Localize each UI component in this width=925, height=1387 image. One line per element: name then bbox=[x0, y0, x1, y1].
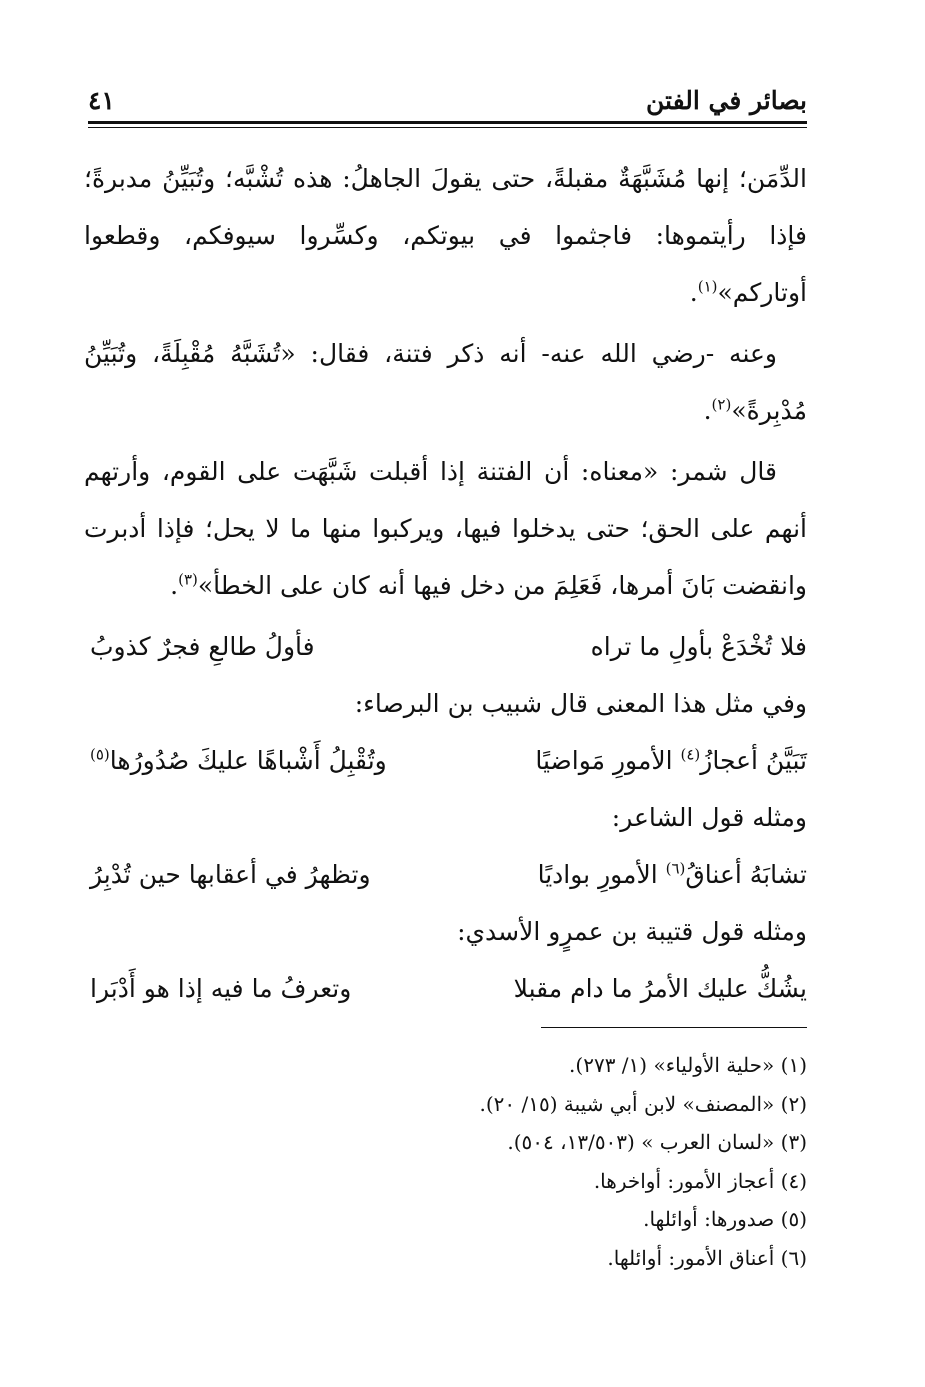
verse-intro-2: وفي مثل هذا المعنى قال شبيب بن البرصاء: bbox=[354, 689, 807, 718]
footnote-2: (٢) «المصنف» لابن أبي شيبة (١٥/ ٢٠). bbox=[479, 1091, 807, 1116]
footnote-ref-4: (٤) bbox=[680, 745, 701, 764]
verse-2-first-rest: الأمورِ مَواضيًا bbox=[535, 746, 681, 775]
footnote-4: (٤) أعجاز الأمور: أواخرها. bbox=[593, 1168, 807, 1193]
paragraph-2: وعنه -رضي الله عنه- أنه ذكر فتنة، فقال: «تُشَبَّهُ مُقْبِلَةً، وتُبَيِّنُ مُدْبِرةً»$^{(٢)}$. bbox=[84, 339, 807, 425]
paragraph-3: قال شمر: «معناه: أن الفتنة إذا أقبلت شَبَّهَت على القوم، وأرتهم أنهم على الحق؛ حتى يدخلوا فيها، ويركبوا منها ما لا يحل؛ فإذا أدبرت وانقضت بَانَ أمرها، فَعَلِمَ من دخل فيها أنه كان على الخطأ»$^{(٣)}$. bbox=[84, 457, 807, 600]
paragraph-2-text: وعنه -رضي الله عنه- أنه ذكر فتنة، فقال: «تُشَبَّهُ مُقْبِلَةً، وتُبَيِّنُ مُدْبِرةً» bbox=[84, 339, 807, 425]
verse-4-second-hemistich: وتعرفُ ما فيه إذا هو أَدْبَرا bbox=[90, 974, 352, 1003]
book-title: بصائر في الفتن bbox=[646, 86, 807, 115]
verse-4-first-hemistich: يشُكُّ عليك الأمرُ ما دام مقبلا bbox=[513, 974, 807, 1003]
footnote-ref-2: (٢) bbox=[711, 395, 732, 414]
footnote-ref-1: (١) bbox=[697, 277, 718, 296]
verse-2-first-part: تَبَيَّنُ أعجازُ bbox=[700, 746, 807, 775]
footnote-ref-3: (٣) bbox=[178, 570, 198, 589]
verse-3 bbox=[84, 846, 807, 903]
verse-3-second-hemistich: وتظهرُ في أعقابها حين تُدْبِرُ bbox=[90, 860, 371, 889]
verse-2-second-hemistich bbox=[90, 732, 387, 789]
verse-2-first-hemistich bbox=[535, 732, 807, 789]
footnote-5: (٥) صدورها: أوائلها. bbox=[643, 1207, 807, 1231]
footnote-ref-6: (٦) bbox=[665, 859, 686, 878]
verse-1-first-hemistich: فلا تُخْدَعْ بأولِ ما تراه bbox=[590, 632, 807, 661]
footnote-6: (٦) أعناق الأمور: أوائلها. bbox=[607, 1245, 807, 1270]
verse-2 bbox=[84, 732, 807, 789]
main-text bbox=[84, 150, 807, 1017]
verse-1 bbox=[84, 618, 807, 675]
verse-1-second-hemistich: فأولُ طالعِ فجرٌ كذوبُ bbox=[90, 632, 315, 661]
verse-3-first-rest: الأمورِ بواديًا bbox=[537, 860, 666, 889]
footnote-separator bbox=[541, 1027, 807, 1028]
page-number: ٤١ bbox=[88, 86, 115, 115]
footnote-1: (١) «حلية الأولياء» (١/ ٢٧٣). bbox=[569, 1053, 807, 1077]
paragraph-3-text: قال شمر: «معناه: أن الفتنة إذا أقبلت شَبَّهَت على القوم، وأرتهم أنهم على الحق؛ حتى يدخلوا فيها، ويركبوا منها ما لا يحل؛ فإذا أدبرت وانقضت بَانَ أمرها، فَعَلِمَ من دخل فيها أنه كان على الخطأ» bbox=[84, 457, 807, 600]
verse-4 bbox=[84, 960, 807, 1017]
running-header bbox=[88, 86, 807, 122]
footnotes bbox=[300, 1046, 807, 1277]
header-rule-thin bbox=[88, 127, 807, 128]
footnote-3: (٣) «لسان العرب » (١٣/٥٠٣، ٥٠٤). bbox=[507, 1130, 807, 1154]
verse-intro-4: ومثله قول قتيبة بن عمرٍو الأسدي: bbox=[457, 917, 807, 946]
verse-3-first-hemistich bbox=[538, 846, 807, 903]
verse-intro-3: ومثله قول الشاعر: bbox=[611, 803, 807, 832]
footnote-ref-5: (٥) bbox=[90, 745, 110, 764]
header-rule-thick bbox=[88, 121, 807, 124]
verse-2-second-part: وتُقْبِلُ أَشْباهًا عليكَ صُدُورُها bbox=[109, 746, 387, 775]
paragraph-1-text: الدِّمَن؛ إنها مُشَبَّهَةٌ مقبلةً، حتى يقولَ الجاهلُ: هذه تُشْبَّه؛ وتُبَيِّنُ مدبرةً؛ فإذا رأيتموها: فاجثموا في بيوتكم، وكسِّروا سيوفكم، وقطعوا أوتاركم» bbox=[84, 164, 807, 307]
verse-3-first-part: تشابَهُ أعناقُ bbox=[685, 860, 807, 889]
paragraph-1: الدِّمَن؛ إنها مُشَبَّهَةٌ مقبلةً، حتى يقولَ الجاهلُ: هذه تُشْبَّه؛ وتُبَيِّنُ مدبرةً؛ فإذا رأيتموها: فاجثموا في بيوتكم، وكسِّروا سيوفكم، وقطعوا أوتاركم»$^{(١)}$. bbox=[84, 164, 807, 307]
